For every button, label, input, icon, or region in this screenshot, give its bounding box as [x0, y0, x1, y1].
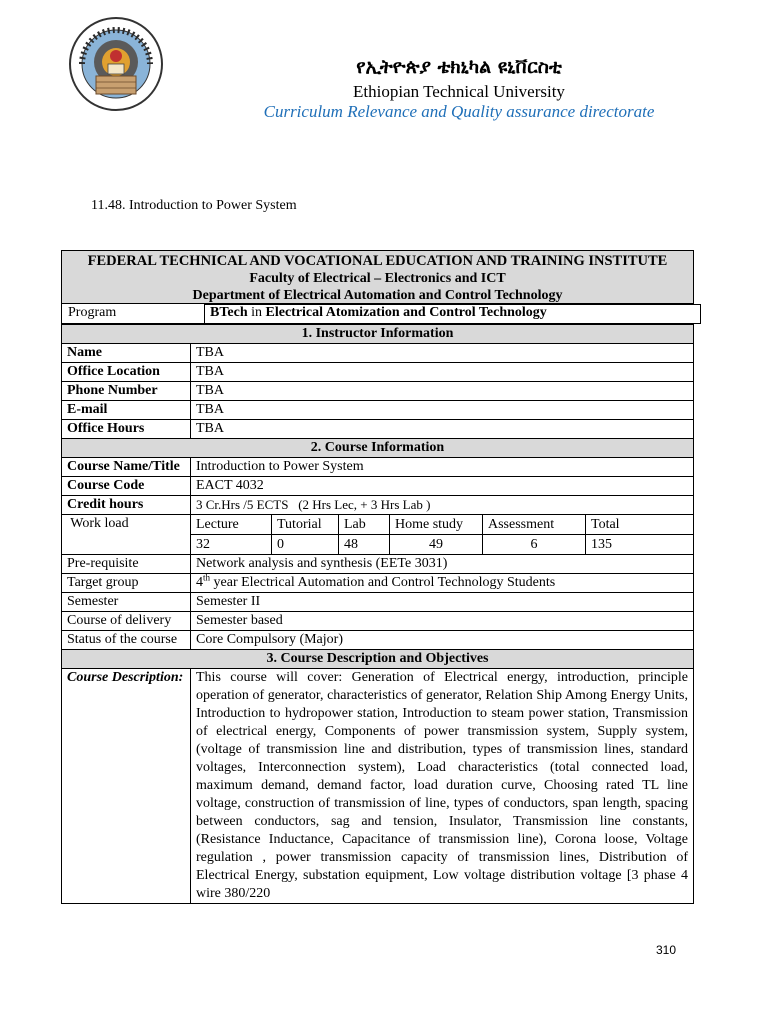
section-title: 11.48. Introduction to Power System — [91, 198, 297, 213]
delivery-label: Course of delivery — [62, 612, 191, 631]
program-label: Program — [68, 305, 117, 320]
credit-hours-label: Credit hours — [62, 496, 191, 515]
email-value: TBA — [191, 401, 694, 420]
instructor-heading-row — [62, 325, 694, 344]
workload-total-value: 135 — [586, 535, 694, 555]
target-year-suffix: th — [203, 572, 211, 583]
email-label: E-mail — [62, 401, 191, 420]
table-row — [62, 382, 694, 401]
workload-home-study-value: 49 — [390, 535, 483, 555]
workload-header-lab: Lab — [339, 515, 390, 535]
workload-lab-value: 48 — [339, 535, 390, 555]
workload-value-row — [191, 535, 693, 555]
workload-label: Work load — [62, 515, 191, 555]
page-number: 310 — [656, 943, 677, 957]
credit-hours-value: 3 Cr.Hrs /5 ECTS (2 Hrs Lec, + 3 Hrs Lab ) — [191, 496, 694, 515]
course-code-value: EACT 4032 — [191, 477, 694, 496]
table-row — [62, 515, 694, 555]
table-row — [62, 496, 694, 515]
workload-header-tutorial: Tutorial — [272, 515, 339, 535]
table-row — [62, 458, 694, 477]
delivery-value: Semester based — [191, 612, 694, 631]
workload-cell — [191, 515, 694, 555]
office-hours-value: TBA — [191, 420, 694, 439]
course-description-text: This course will cover: Generation of Electrical energy, introduction, principle operation of generator, characteristics of generator, Relation Ship Among Energy Units, Introduction to hydropower station, Introduction to steam power station, Transmission of electrical energy, Components of power transmission system, Supply system,(voltage of transmission line and distribution, types of transmission lines, standard voltages, Interconnection system), Load characteristics (total connected load, maximum demand, demand factor, load duration curve, Choosing rated TL line voltage, construction of transmission of line, types of conductors, span length, spacing between conductors, sag and tension, Insulator, Transmission line constants, (Resistance Inductance, Capacitance of transmission line), Corona loose, Voltage regulation , power transmission capacity of transmission lines, Distribution of Electrical Energy, substation equipment, Low voltage distribution voltage [3 phase 4 wire 380/220 — [191, 669, 694, 904]
office-hours-label: Office Hours — [62, 420, 191, 439]
program-name: Electrical Atomization and Control Technology — [265, 305, 547, 320]
table-row — [62, 555, 694, 574]
semester-label: Semester — [62, 593, 191, 612]
table-row — [62, 612, 694, 631]
program-degree: BTech — [210, 305, 248, 320]
workload-assessment-value: 6 — [483, 535, 586, 555]
table-row — [62, 363, 694, 382]
office-location-value: TBA — [191, 363, 694, 382]
status-label: Status of the course — [62, 631, 191, 650]
workload-table — [191, 515, 693, 554]
semester-value: Semester II — [191, 593, 694, 612]
course-name-value: Introduction to Power System — [191, 458, 694, 477]
prerequisite-value: Network analysis and synthesis (EETe 3031) — [191, 555, 694, 574]
course-name-label: Course Name/Title — [62, 458, 191, 477]
course-code-label: Course Code — [62, 477, 191, 496]
course-heading-row — [62, 439, 694, 458]
course-description-label: Course Description: — [62, 669, 191, 904]
university-name: Ethiopian Technical University — [353, 82, 565, 101]
workload-header-row — [191, 515, 693, 535]
prerequisite-label: Pre-requisite — [62, 555, 191, 574]
program-value — [204, 304, 701, 323]
description-heading: 3. Course Description and Objectives — [62, 650, 694, 669]
department-name: Department of Electrical Automation and Control Technology — [192, 288, 563, 303]
table-row — [62, 477, 694, 496]
target-group-value — [191, 574, 694, 593]
target-year: 4 — [196, 575, 203, 590]
table-row — [62, 631, 694, 650]
course-heading: 2. Course Information — [62, 439, 694, 458]
institute-name: FEDERAL TECHNICAL AND VOCATIONAL EDUCATION AND TRAINING INSTITUTE — [87, 253, 668, 269]
table-row — [62, 401, 694, 420]
description-heading-row — [62, 650, 694, 669]
workload-lecture-value: 32 — [191, 535, 272, 555]
table-row — [62, 593, 694, 612]
program-row — [61, 304, 701, 324]
phone-number-label: Phone Number — [62, 382, 191, 401]
workload-header-home-study: Home study — [390, 515, 483, 535]
table-row — [62, 669, 694, 904]
workload-header-assessment: Assessment — [483, 515, 586, 535]
workload-tutorial-value: 0 — [272, 535, 339, 555]
instructor-name-label: Name — [62, 344, 191, 363]
workload-header-total: Total — [586, 515, 694, 535]
institute-header — [61, 250, 694, 304]
directorate-name: Curriculum Relevance and Quality assurance directorate — [263, 102, 655, 121]
instructor-name-value: TBA — [191, 344, 694, 363]
target-group-label: Target group — [62, 574, 191, 593]
faculty-name: Faculty of Electrical – Electronics and ICT — [249, 271, 506, 286]
phone-number-value: TBA — [191, 382, 694, 401]
workload-header-lecture: Lecture — [191, 515, 272, 535]
amharic-university-name: የኢትዮጵያ ቴክኒካል ዩኒቨርስቲ — [356, 56, 562, 78]
target-group-text: year Electrical Automation and Control Technology Students — [210, 575, 556, 590]
table-row — [62, 420, 694, 439]
program-in: in — [247, 305, 266, 320]
table-row — [62, 574, 694, 593]
instructor-heading: 1. Instructor Information — [62, 325, 694, 344]
office-location-label: Office Location — [62, 363, 191, 382]
course-table — [61, 324, 694, 904]
status-value: Core Compulsory (Major) — [191, 631, 694, 650]
table-row — [62, 344, 694, 363]
